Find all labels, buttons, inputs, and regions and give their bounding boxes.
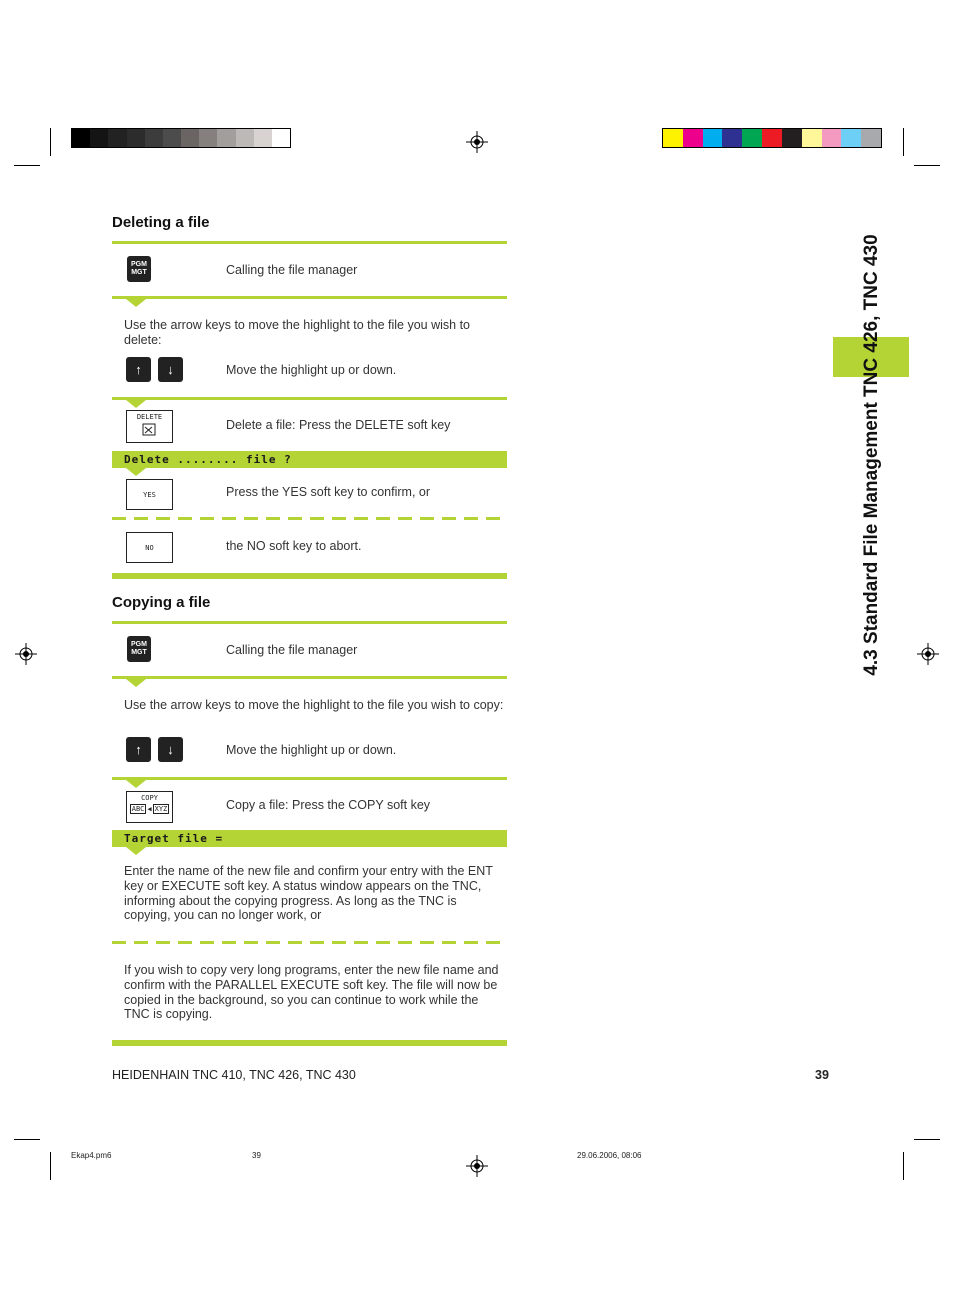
color-swatch [861,129,881,147]
softkey-label: DELETE [136,413,163,421]
key-label: MGT [131,269,147,276]
slug-date: 29.06.2006, 08:06 [577,1151,642,1160]
color-swatch [108,129,126,147]
color-swatch [217,129,235,147]
footer-product: HEIDENHAIN TNC 410, TNC 426, TNC 430 [112,1068,356,1082]
slug-filename: Ekap4.pm6 [71,1151,112,1160]
softkey-label: COPY [141,794,158,802]
body-paragraph: Enter the name of the new file and confirm your entry with the ENT key or EXECUTE soft key. A status window appears on the TNC, informing about the copying progress. As long as the TNC is copying, you can no longer work, or [124,864,493,923]
arrow-up-key[interactable] [126,357,151,382]
step-text: Delete a file: Press the DELETE soft key [226,418,451,432]
key-label: PGM [131,261,147,268]
step-text: Calling the file manager [226,643,358,657]
pgm-mgt-key[interactable] [127,256,151,282]
section-heading-deleting: Deleting a file [112,214,210,231]
color-swatch [90,129,108,147]
arrow-down-key[interactable] [158,357,183,382]
slug-page: 39 [252,1151,261,1160]
arrow-down-icon: ↓ [167,742,174,757]
registration-mark-icon [466,131,488,153]
arrow-down-icon: ↓ [167,362,174,377]
color-swatch [762,129,782,147]
no-softkey[interactable] [126,532,173,563]
color-swatch [802,129,822,147]
section-end-rule [112,573,507,579]
step-text: the NO soft key to abort. [226,539,362,553]
registration-mark-icon [917,643,939,665]
divider [112,777,507,780]
step-text: Copy a file: Press the COPY soft key [226,798,431,812]
arrow-down-key[interactable] [158,737,183,762]
softkey-label: YES [143,491,156,499]
registration-mark-icon [15,643,37,665]
copy-file-icon: ABC ◀ XYZ [131,805,168,813]
copy-target-label: XYZ [154,805,168,813]
color-swatch [722,129,742,147]
flow-arrow-icon [126,847,146,855]
arrow-up-icon: ↑ [135,362,142,377]
divider [112,621,507,624]
dialog-prompt: Target file = [112,830,507,847]
process-color-bar [662,128,882,148]
step-text: Press the YES soft key to confirm, or [226,485,431,499]
key-label: MGT [131,649,147,656]
divider [112,296,507,299]
color-swatch [822,129,842,147]
grayscale-color-bar [71,128,291,148]
color-swatch [663,129,683,147]
page-number: 39 [815,1068,829,1082]
color-swatch [72,129,90,147]
section-end-rule [112,1040,507,1046]
delete-file-icon [141,423,159,437]
color-swatch [272,129,290,147]
flow-arrow-icon [126,400,146,408]
color-swatch [199,129,217,147]
color-swatch [163,129,181,147]
step-text: Calling the file manager [226,263,358,277]
color-swatch [782,129,802,147]
color-swatch [236,129,254,147]
arrow-up-key[interactable] [126,737,151,762]
step-text: Move the highlight up or down. [226,743,397,757]
body-paragraph: If you wish to copy very long programs, enter the new file name and confirm with the PARALLEL EXECUTE soft key. The file will now be copied in the background, so you can continue to work while the TNC is copying. [124,963,499,1022]
color-swatch [145,129,163,147]
copy-source-label: ABC [131,805,145,813]
delete-softkey[interactable] [126,410,173,443]
color-swatch [181,129,199,147]
arrow-up-icon: ↑ [135,742,142,757]
key-label: PGM [131,641,147,648]
copy-softkey[interactable] [126,791,173,823]
softkey-label: NO [145,544,154,552]
color-swatch [254,129,272,147]
color-swatch [841,129,861,147]
divider [112,676,507,679]
divider [112,397,507,400]
color-swatch [742,129,762,147]
instruction-text: Use the arrow keys to move the highlight to the file you wish to copy: [124,698,504,712]
flow-arrow-icon [126,780,146,788]
section-side-title: 4.3 Standard File Management TNC 426, TNC 430 [861,234,882,676]
pgm-mgt-key[interactable] [127,636,151,662]
registration-mark-icon [466,1155,488,1177]
section-heading-copying: Copying a file [112,594,211,611]
flow-arrow-icon [126,468,146,476]
flow-arrow-icon [126,299,146,307]
divider [112,241,507,244]
step-text: Move the highlight up or down. [226,363,397,377]
dialog-prompt: Delete ........ file ? [112,451,507,468]
instruction-text: Use the arrow keys to move the highlight to the file you wish to delete: [124,318,471,347]
dashed-divider [112,941,507,944]
color-swatch [683,129,703,147]
color-swatch [127,129,145,147]
dashed-divider [112,517,507,520]
flow-arrow-icon [126,679,146,687]
color-swatch [703,129,723,147]
yes-softkey[interactable] [126,479,173,510]
